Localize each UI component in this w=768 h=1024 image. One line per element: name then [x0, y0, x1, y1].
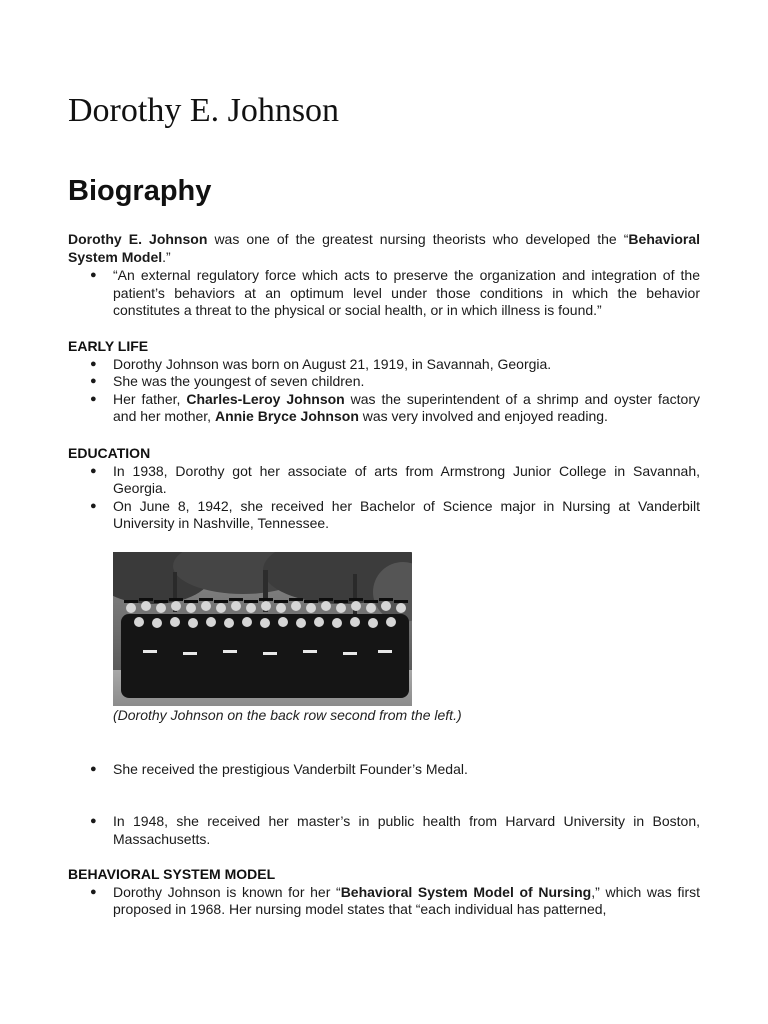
biography-heading: Biography	[68, 175, 212, 207]
father-name: Charles-Leroy Johnson	[186, 390, 345, 407]
document-title: Dorothy E. Johnson	[68, 92, 340, 129]
education-item: In 1938, Dorothy got her associate of arts from Armstrong Junior College in Savannah, Georgia.	[113, 462, 700, 496]
early-life-text: was the superintendent of a shrimp and oyster factory and her mother,	[113, 390, 700, 424]
bullet-icon: ●	[90, 499, 97, 512]
behavioral-model-section	[68, 866, 700, 919]
behavioral-model-heading: BEHAVIORAL SYSTEM MODEL	[68, 866, 276, 882]
education-heading: EDUCATION	[68, 445, 151, 461]
intro-text-a: was one of the greatest nursing theorists who developed the “	[207, 231, 629, 247]
behavioral-model-list	[68, 884, 700, 919]
early-life-text: Her father,	[113, 390, 187, 407]
education-item: She received the prestigious Vanderbilt Founder’s Medal.	[113, 761, 468, 777]
list-item	[68, 761, 700, 779]
education-item: In 1948, she received her master’s in public health from Harvard University in Boston, Massachusetts.	[113, 813, 700, 847]
list-item	[68, 267, 700, 320]
bullet-icon: ●	[90, 375, 97, 387]
model-text: ,” which was first proposed in 1968. Her nursing model states that “each individual has patterned,	[113, 883, 701, 917]
photo-caption: (Dorothy Johnson on the back row second from the left.)	[113, 707, 462, 723]
quote-list	[68, 267, 700, 320]
bullet-icon: ●	[90, 269, 97, 281]
intro-paragraph	[68, 231, 700, 266]
intro-text-b: .”	[162, 248, 171, 265]
bullet-icon: ●	[90, 885, 97, 898]
model-name: Behavioral System Model of Nursing	[340, 883, 592, 900]
list-item	[68, 356, 700, 374]
early-life-heading: EARLY LIFE	[68, 338, 149, 354]
bullet-icon: ●	[90, 464, 97, 477]
bullet-icon: ●	[90, 357, 97, 370]
list-item	[68, 373, 700, 391]
list-item	[68, 884, 700, 919]
education-list	[68, 463, 700, 533]
list-item	[68, 813, 700, 848]
medal-list	[68, 761, 700, 779]
mother-name: Annie Bryce Johnson	[214, 408, 359, 424]
intro-model: Behavioral System Model	[68, 231, 701, 265]
list-item	[68, 498, 700, 533]
education-item: On June 8, 1942, she received her Bachelor of Science major in Nursing at Vanderbilt University in Nashville, Tennessee.	[113, 497, 700, 531]
intro-name: Dorothy E. Johnson	[68, 231, 208, 247]
early-life-text: was very involved and enjoyed reading.	[358, 408, 608, 424]
list-item	[68, 463, 700, 498]
bullet-icon: ●	[90, 815, 97, 827]
early-life-item: She was the youngest of seven children.	[113, 373, 365, 389]
education-section	[68, 445, 700, 533]
quote-text: “An external regulatory force which acts to preserve the organization and integration of the patient’s behaviors at an optimum level under those conditions in which the behavior constitutes a threat to the physical or social health, or in which illness is found.”	[113, 267, 700, 318]
graduation-photo	[113, 552, 412, 706]
bullet-icon: ●	[90, 392, 97, 405]
bullet-icon: ●	[90, 763, 97, 775]
early-life-item: Dorothy Johnson was born on August 21, 1919, in Savannah, Georgia.	[113, 355, 552, 372]
early-life-list	[68, 356, 700, 426]
masters-list	[68, 813, 700, 848]
early-life-section	[68, 338, 700, 426]
model-text: Dorothy Johnson is known for her “	[113, 883, 341, 900]
list-item	[68, 391, 700, 426]
